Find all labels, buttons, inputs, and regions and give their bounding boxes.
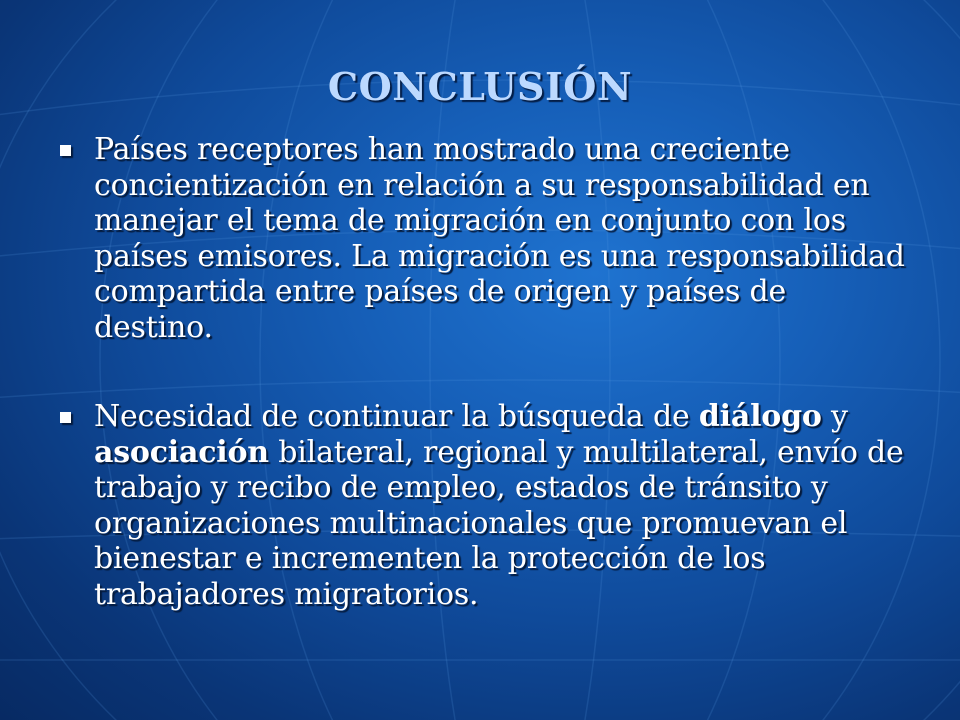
square-bullet-icon	[60, 145, 71, 156]
bullet-item-1	[58, 132, 908, 345]
bullet-text-2-bold-asociacion: asociación	[94, 434, 269, 470]
bullet-text-2-bold-dialogo: diálogo	[698, 399, 822, 434]
bullet-text-2-part1: Necesidad de continuar la búsqueda de	[94, 399, 699, 434]
bullet-list	[58, 132, 908, 666]
bullet-text-1: Países receptores han mostrado una creciente concientización en relación a su responsabilidad en manejar el tema de migración en conjunto con los países emisores. La migración es una responsabilidad compartida entre países de origen y países de destino.	[94, 132, 905, 345]
bullet-text-2-part2: y	[821, 399, 848, 434]
square-bullet-icon	[60, 412, 71, 423]
bullet-item-2	[58, 399, 908, 612]
bullet-text-2-part3: bilateral, regional y multilateral, envío de trabajo y recibo de empleo, estados de tránsito y organizaciones multinacionales que promuevan el bienestar e incrementen la protección de los trabajadores migratorios.	[94, 434, 904, 612]
slide-title: CONCLUSIÓN	[327, 64, 633, 109]
